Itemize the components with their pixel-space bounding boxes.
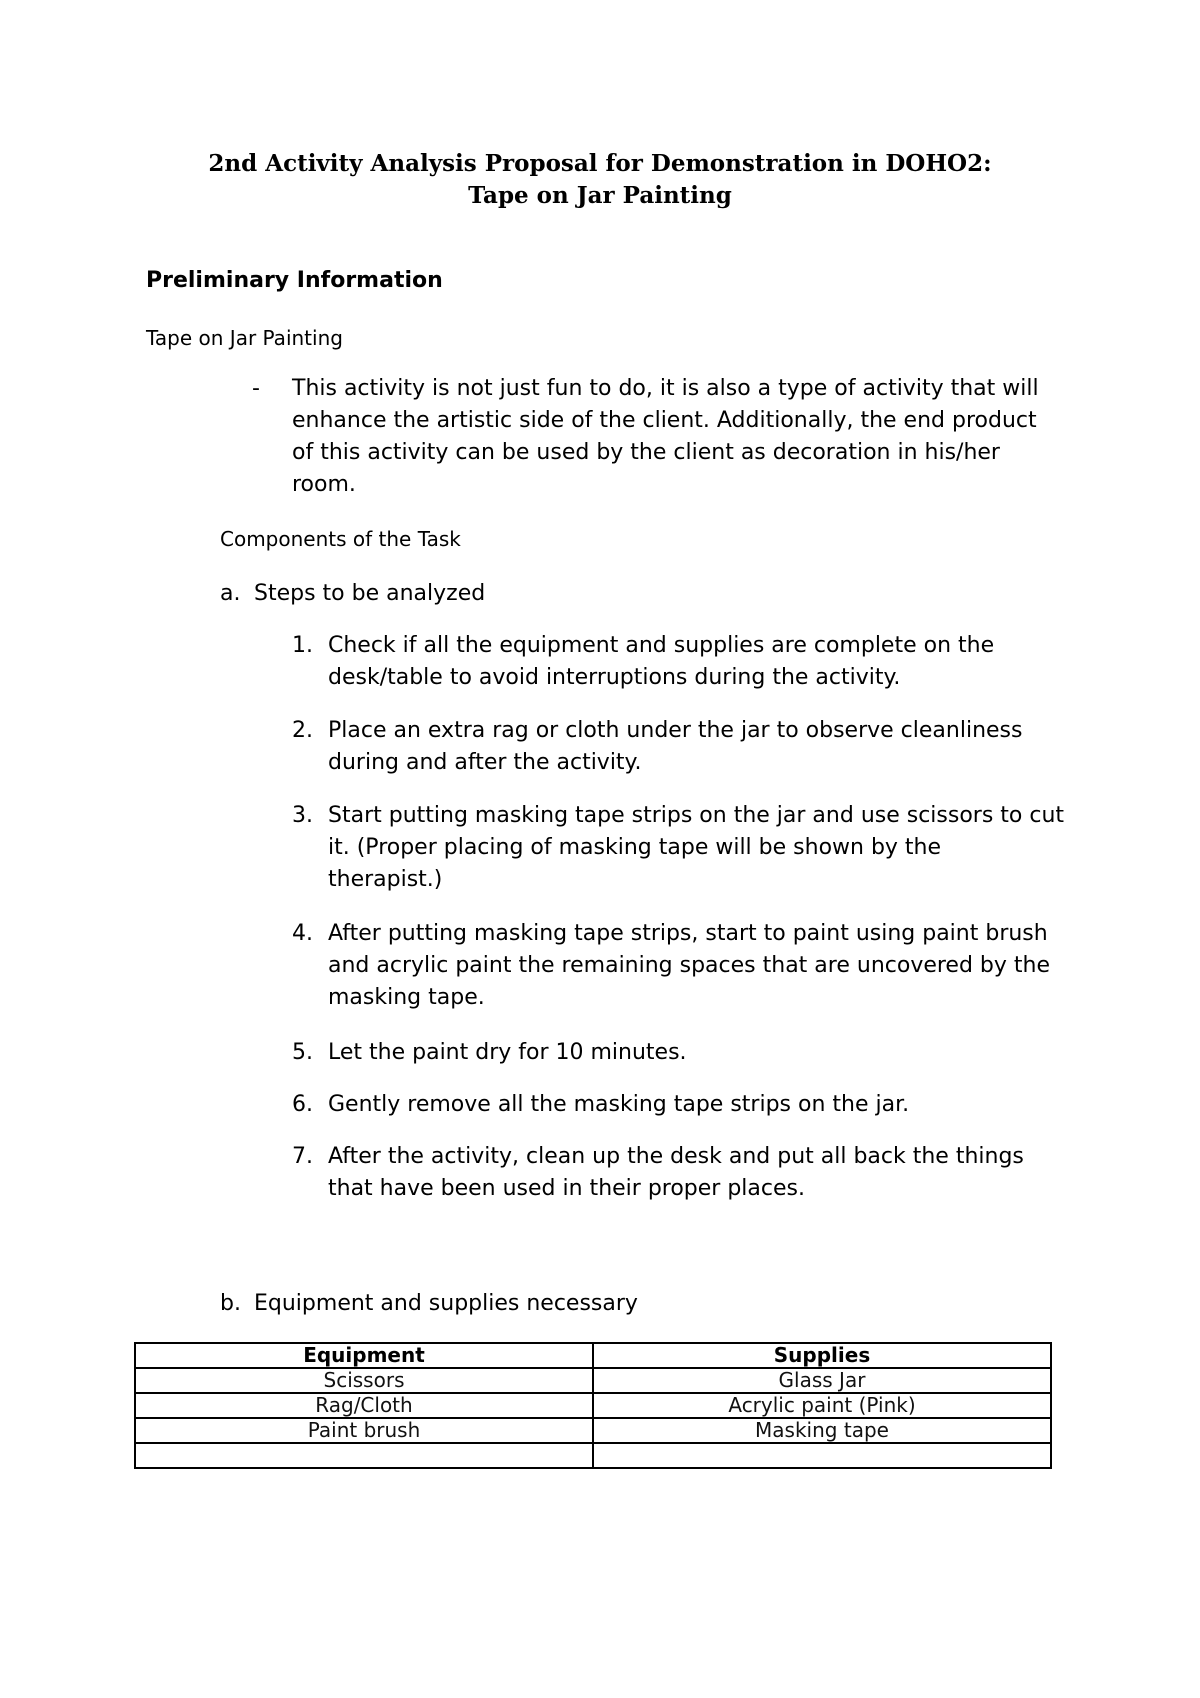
step-line: Start putting masking tape strips on the jar and use scissors to cut: [328, 803, 1065, 828]
equipment-supplies-table: [134, 1342, 1052, 1469]
step-line: and acrylic paint the remaining spaces that are uncovered by the: [328, 953, 1051, 978]
table-row: [135, 1418, 1051, 1443]
activity-name: Tape on Jar Painting: [146, 326, 343, 350]
table-row: [135, 1368, 1051, 1393]
step-line: it. (Proper placing of masking tape will be shown by the: [328, 835, 942, 860]
step-number: 2.: [292, 718, 313, 743]
step-line: Check if all the equipment and supplies are complete on the: [328, 633, 995, 658]
table-header-row: [135, 1343, 1051, 1368]
step-line: After putting masking tape strips, start to paint using paint brush: [328, 921, 1048, 946]
table-cell: [593, 1443, 1051, 1468]
step-number: 6.: [292, 1092, 313, 1117]
step-line: After the activity, clean up the desk and put all back the things: [328, 1144, 1024, 1169]
step-line: that have been used in their proper places.: [328, 1176, 805, 1201]
table-cell: Acrylic paint (Pink): [593, 1393, 1051, 1418]
step-line: Let the paint dry for 10 minutes.: [328, 1040, 687, 1065]
description-line: room.: [292, 472, 356, 497]
step-number: 1.: [292, 633, 313, 658]
equipment-heading: Equipment and supplies necessary: [254, 1291, 638, 1316]
description-line: This activity is not just fun to do, it is also a type of activity that will: [292, 376, 1039, 401]
step-line: masking tape.: [328, 985, 485, 1010]
step-line: desk/table to avoid interruptions during the activity.: [328, 665, 901, 690]
table-cell: Scissors: [135, 1368, 593, 1393]
equipment-marker: b.: [220, 1291, 241, 1316]
table-header-supplies: Supplies: [593, 1343, 1051, 1368]
table-cell: [135, 1443, 593, 1468]
steps-marker: a.: [220, 581, 241, 606]
document-title-line-1: 2nd Activity Analysis Proposal for Demonstration in DOHO2:: [208, 150, 992, 177]
table-row: [135, 1393, 1051, 1418]
table-header-equipment: Equipment: [135, 1343, 593, 1368]
step-line: Place an extra rag or cloth under the jar to observe cleanliness: [328, 718, 1023, 743]
step-line: Gently remove all the masking tape strips on the jar.: [328, 1092, 910, 1117]
table-cell: Glass Jar: [593, 1368, 1051, 1393]
steps-heading: Steps to be analyzed: [254, 581, 486, 606]
table-row: [135, 1443, 1051, 1468]
step-number: 4.: [292, 921, 313, 946]
description-bullet: -: [252, 376, 260, 401]
step-number: 3.: [292, 803, 313, 828]
table-cell: Rag/Cloth: [135, 1393, 593, 1418]
step-number: 7.: [292, 1144, 313, 1169]
components-heading: Components of the Task: [220, 527, 461, 551]
table-cell: Paint brush: [135, 1418, 593, 1443]
step-number: 5.: [292, 1040, 313, 1065]
table-cell: Masking tape: [593, 1418, 1051, 1443]
preliminary-heading: Preliminary Information: [146, 268, 443, 293]
document-title-line-2: Tape on Jar Painting: [468, 182, 732, 209]
description-line: of this activity can be used by the client as decoration in his/her: [292, 440, 1000, 465]
description-line: enhance the artistic side of the client. Additionally, the end product: [292, 408, 1037, 433]
step-line: therapist.): [328, 867, 443, 892]
step-line: during and after the activity.: [328, 750, 642, 775]
